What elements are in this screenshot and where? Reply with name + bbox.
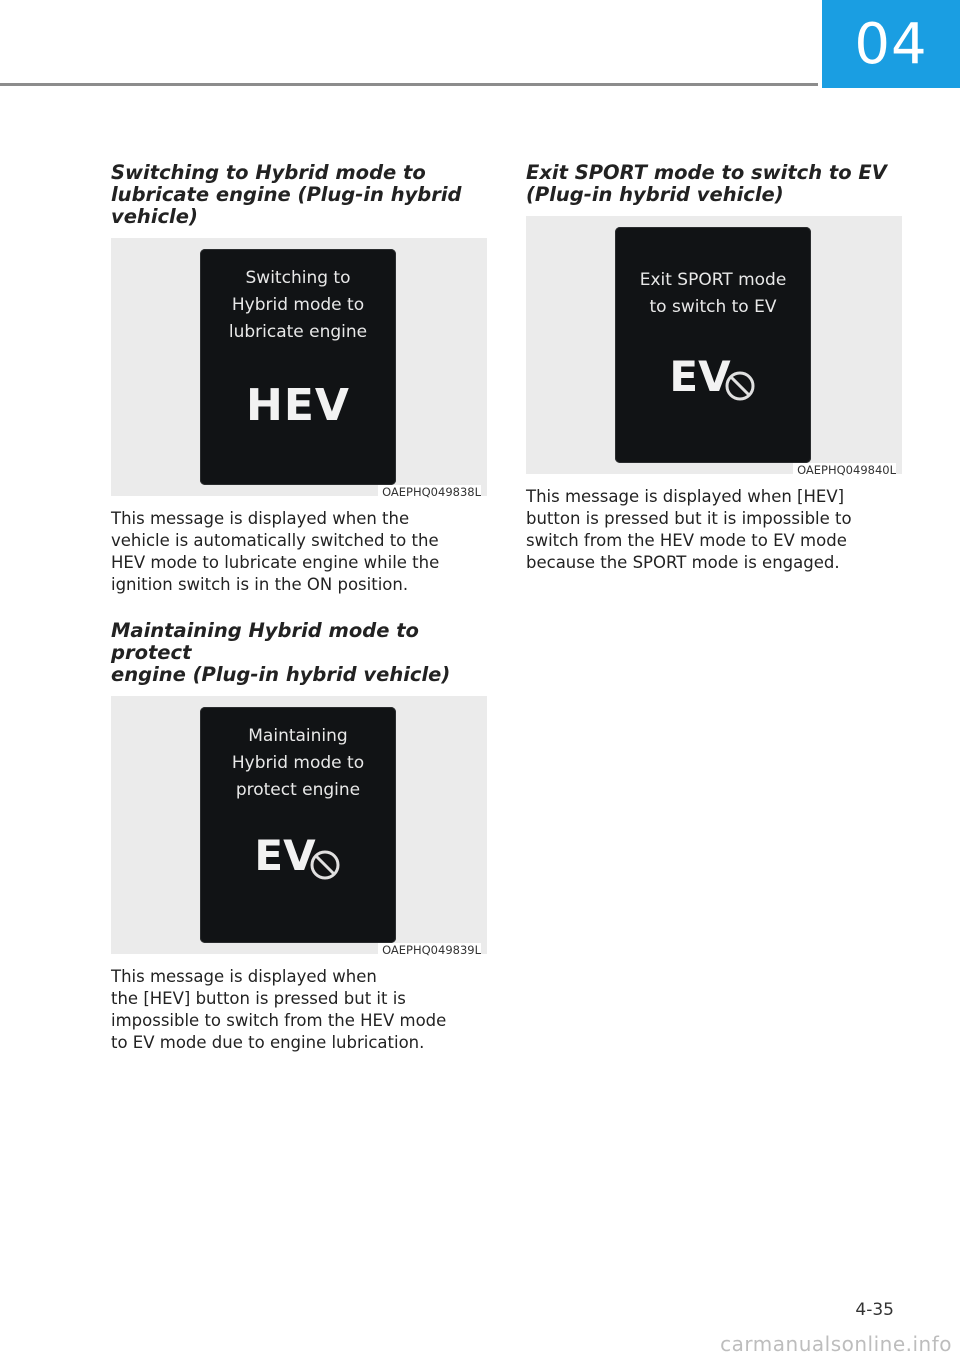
section-exit-sport bbox=[526, 162, 904, 574]
ev-symbol: EV bbox=[669, 352, 731, 401]
cluster-figure bbox=[111, 696, 487, 957]
cluster-display bbox=[200, 249, 396, 485]
section-body: This message is displayed when the [HEV] button is pressed but it is impossible to switch from the HEV mode to EV mode due to engine lubrication. bbox=[111, 967, 447, 1052]
ev-symbol: EV bbox=[254, 831, 316, 880]
cluster-figure bbox=[526, 216, 902, 477]
section-title: Exit SPORT mode to switch to EV (Plug-in hybrid vehicle) bbox=[526, 161, 887, 206]
section-body: This message is displayed when [HEV] button is pressed but it is impossible to switch from the HEV mode to EV mode because the SPORT mode is engaged. bbox=[526, 487, 852, 572]
display-message: Maintaining Hybrid mode to protect engine bbox=[231, 726, 365, 800]
display-message: Exit SPORT mode to switch to EV bbox=[639, 270, 787, 317]
section-body: This message is displayed when the vehicle is automatically switched to the HEV mode to lubricate engine while the ignition switch is in the ON position. bbox=[111, 509, 440, 594]
ev-unavailable-symbol bbox=[254, 831, 341, 880]
ev-unavailable-symbol bbox=[669, 352, 756, 401]
prohibited-icon bbox=[308, 848, 342, 882]
section-hev-protect bbox=[111, 620, 489, 1054]
figure-code: OAEPHQ049838L bbox=[378, 485, 481, 499]
section-hev-lubricate bbox=[111, 162, 489, 596]
section-title: Switching to Hybrid mode to lubricate engine (Plug-in hybrid vehicle) bbox=[111, 161, 462, 228]
header-rule bbox=[0, 83, 818, 86]
cluster-display bbox=[200, 707, 396, 943]
prohibited-icon bbox=[723, 369, 757, 403]
display-message: Switching to Hybrid mode to lubricate engine bbox=[228, 268, 368, 342]
hev-symbol: HEV bbox=[246, 380, 350, 431]
cluster-figure bbox=[111, 238, 487, 499]
watermark: carmanualsonline.info bbox=[720, 1332, 952, 1356]
page-number: 4-35 bbox=[855, 1300, 894, 1320]
figure-code: OAEPHQ049840L bbox=[793, 463, 896, 477]
section-title: Maintaining Hybrid mode to protect engine (Plug-in hybrid vehicle) bbox=[111, 619, 451, 686]
figure-code: OAEPHQ049839L bbox=[378, 943, 481, 957]
cluster-display bbox=[615, 227, 811, 463]
chapter-tab: 04 bbox=[822, 0, 960, 88]
